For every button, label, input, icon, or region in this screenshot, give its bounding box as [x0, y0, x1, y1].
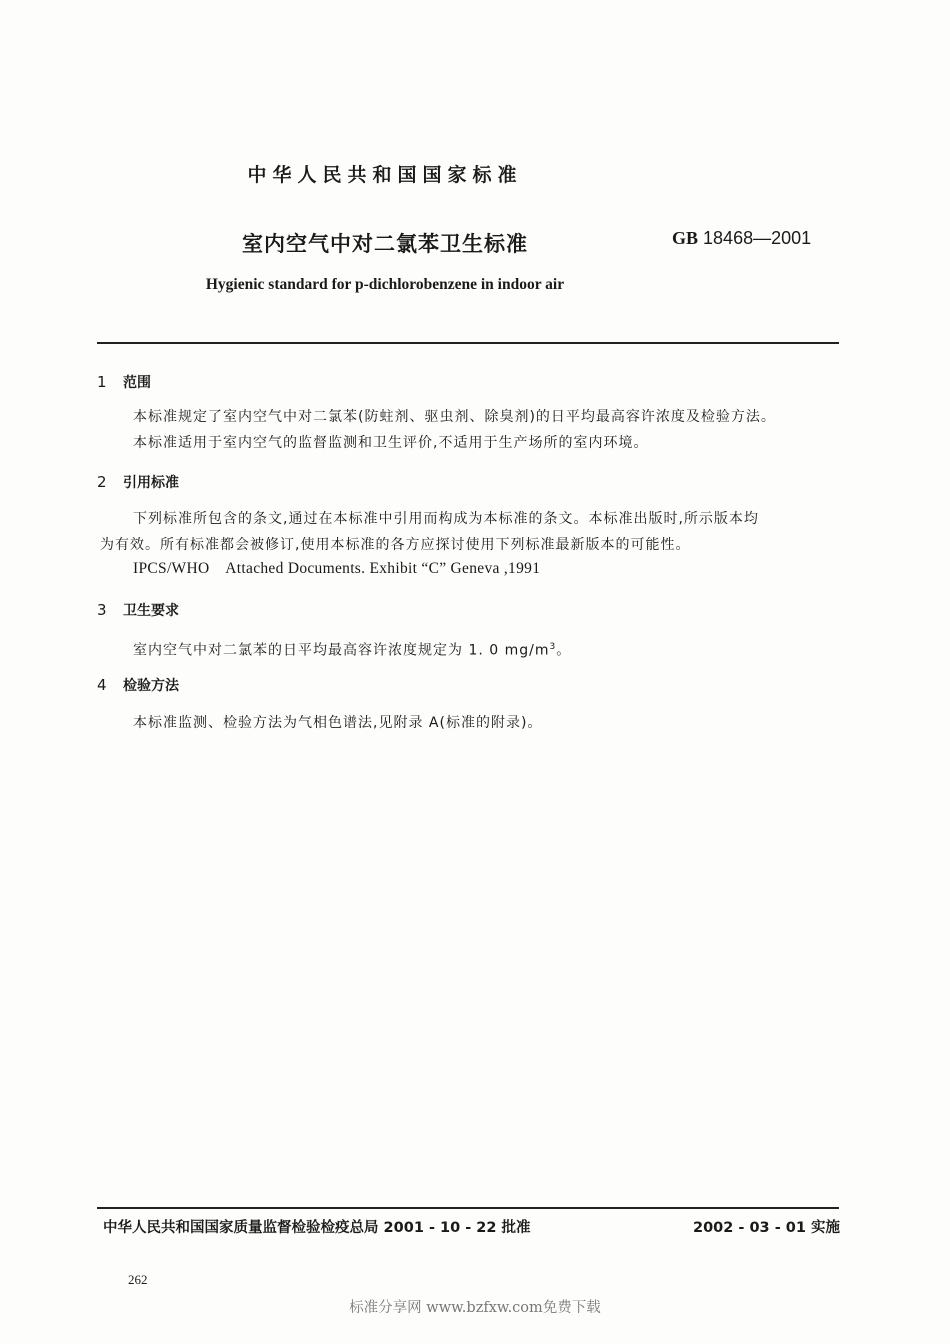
section-title: 卫生要求: [123, 603, 179, 619]
header-divider: [97, 342, 839, 344]
reference-entry: IPCS/WHO Attached Documents. Exhibit “C” Geneva ,1991: [133, 560, 541, 577]
document-title-cn: 室内空气中对二氯苯卫生标准: [242, 232, 528, 256]
section-1-paragraph-2: 本标准适用于室内空气的监督监测和卫生评价,不适用于生产场所的室内环境。: [133, 435, 649, 451]
section-3-heading: [97, 600, 179, 620]
section-number: 3: [97, 601, 107, 619]
code-number: 18468—2001: [703, 228, 812, 248]
requirement-text: 室内空气中对二氯苯的日平均最高容许浓度规定为 1. 0 mg/m: [133, 642, 550, 659]
page-number: 262: [128, 1272, 148, 1287]
national-standard-heading: 中华人民共和国国家标准: [247, 164, 523, 186]
section-title: 引用标准: [123, 475, 179, 491]
requirement-end: 。: [556, 642, 572, 659]
code-prefix: GB: [672, 228, 699, 248]
section-title: 检验方法: [123, 678, 179, 694]
effective-date: 2002 - 03 - 01 实施: [693, 1220, 840, 1236]
approval-line: 中华人民共和国国家质量监督检验检疫总局 2001 - 10 - 22 批准: [103, 1220, 531, 1236]
section-1-heading: [97, 372, 151, 392]
section-2-heading: [97, 472, 179, 492]
section-2-paragraph-1: 下列标准所包含的条文,通过在本标准中引用而构成为本标准的条文。本标准出版时,所示版本均: [133, 511, 759, 527]
watermark-text: 标准分享网 www.bzfxw.com免费下载: [349, 1300, 601, 1316]
section-4-heading: [97, 675, 179, 695]
footer-divider: [97, 1207, 839, 1209]
unit-superscript: 3: [549, 642, 557, 652]
section-number: 1: [97, 373, 107, 391]
section-number: 2: [97, 473, 107, 491]
section-4-paragraph: 本标准监测、检验方法为气相色谱法,见附录 A(标准的附录)。: [133, 715, 543, 731]
document-title-en: Hygienic standard for p-dichlorobenzene in indoor air: [205, 276, 565, 293]
section-2-paragraph-2: 为有效。所有标准都会被修订,使用本标准的各方应探讨使用下列标准最新版本的可能性。: [100, 537, 691, 553]
section-number: 4: [97, 676, 107, 694]
standard-code: [672, 228, 811, 249]
section-1-paragraph-1: 本标准规定了室内空气中对二氯苯(防蛀剂、驱虫剂、除臭剂)的日平均最高容许浓度及检验方法。: [133, 409, 776, 425]
section-3-paragraph: [133, 634, 571, 664]
section-title: 范围: [123, 375, 151, 391]
